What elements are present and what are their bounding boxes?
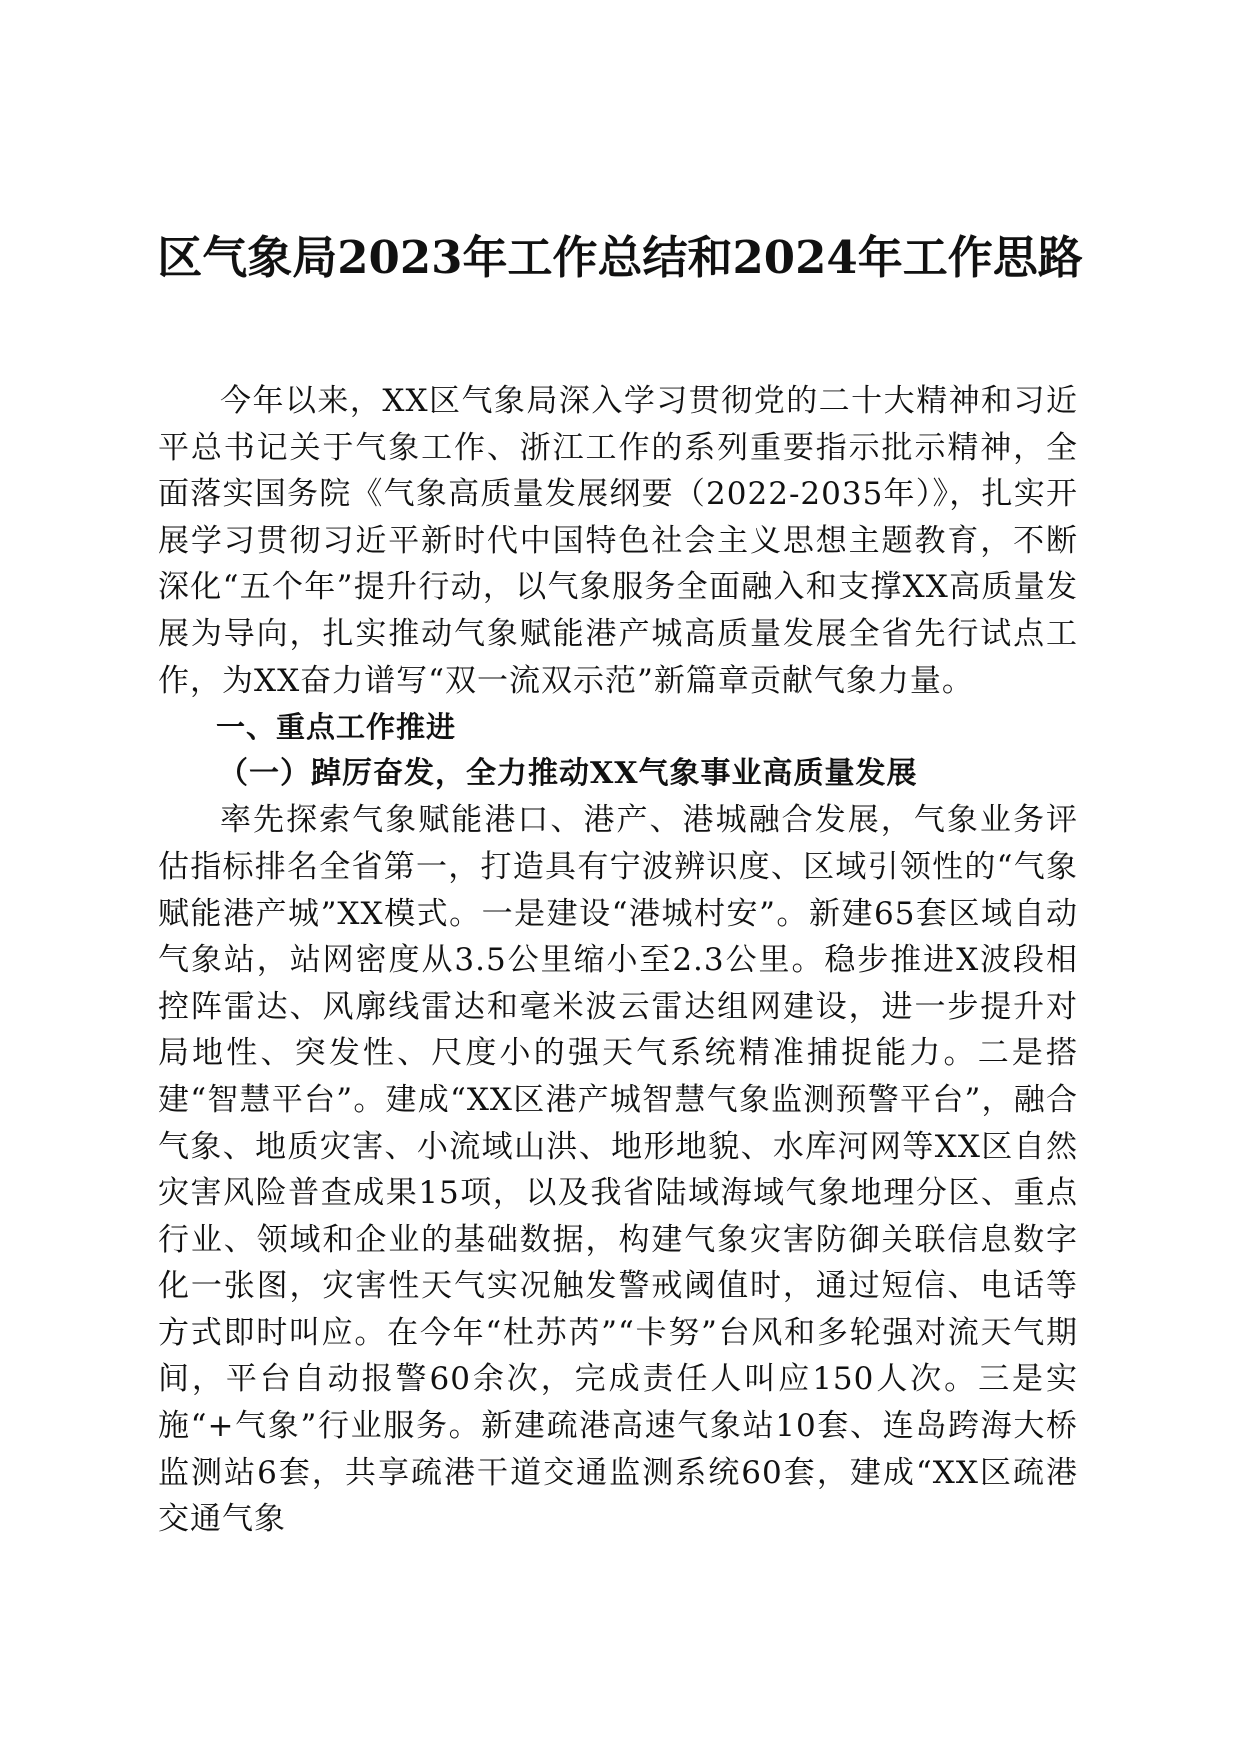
- document-body: [158, 378, 1078, 1543]
- intro-paragraph: 今年以来，XX区气象局深入学习贯彻党的二十大精神和习近平总书记关于气象工作、浙江工作的系列重要指示批示精神，全面落实国务院《气象高质量发展纲要（2022-2035年）》，扎实开展学习贯彻习近平新时代中国特色社会主义思想主题教育，不断深化“五个年”提升行动，以气象服务全面融入和支撑XX高质量发展为导向，扎实推动气象赋能港产城高质量发展全省先行试点工作，为XX奋力谱写“双一流双示范”新篇章贡献气象力量。: [158, 383, 1078, 699]
- subsection-heading: （一）踔厉奋发，全力推动XX气象事业高质量发展: [218, 755, 918, 791]
- document-title: 区气象局2023年工作总结和2024年工作思路: [157, 231, 1083, 284]
- subsection-paragraph: 率先探索气象赋能港口、港产、港城融合发展，气象业务评估指标排名全省第一，打造具有宁波辨识度、区域引领性的“气象赋能港产城”XX模式。一是建设“港城村安”。新建65套区域自动气象站，站网密度从3.5公里缩小至2.3公里。稳步推进X波段相控阵雷达、风廓线雷达和毫米波云雷达组网建设，进一步提升对局地性、突发性、尺度小的强天气系统精准捕捉能力。二是搭建“智慧平台”。建成“XX区港产城智慧气象监测预警平台”，融合气象、地质灾害、小流域山洪、地形地貌、水库河网等XX区自然灾害风险普查成果15项，以及我省陆域海域气象地理分区、重点行业、领域和企业的基础数据，构建气象灾害防御关联信息数字化一张图，灾害性天气实况触发警戒阈值时，通过短信、电话等方式即时叫应。在今年“杜苏芮”“卡努”台风和多轮强对流天气期间，平台自动报警60余次，完成责任人叫应150人次。三是实施“+气象”行业服务。新建疏港高速气象站10套、连岛跨海大桥监测站6套，共享疏港干道交通监测系统60套，建成“XX区疏港交通气象: [158, 802, 1078, 1538]
- section-heading: 一、重点工作推进: [216, 710, 457, 745]
